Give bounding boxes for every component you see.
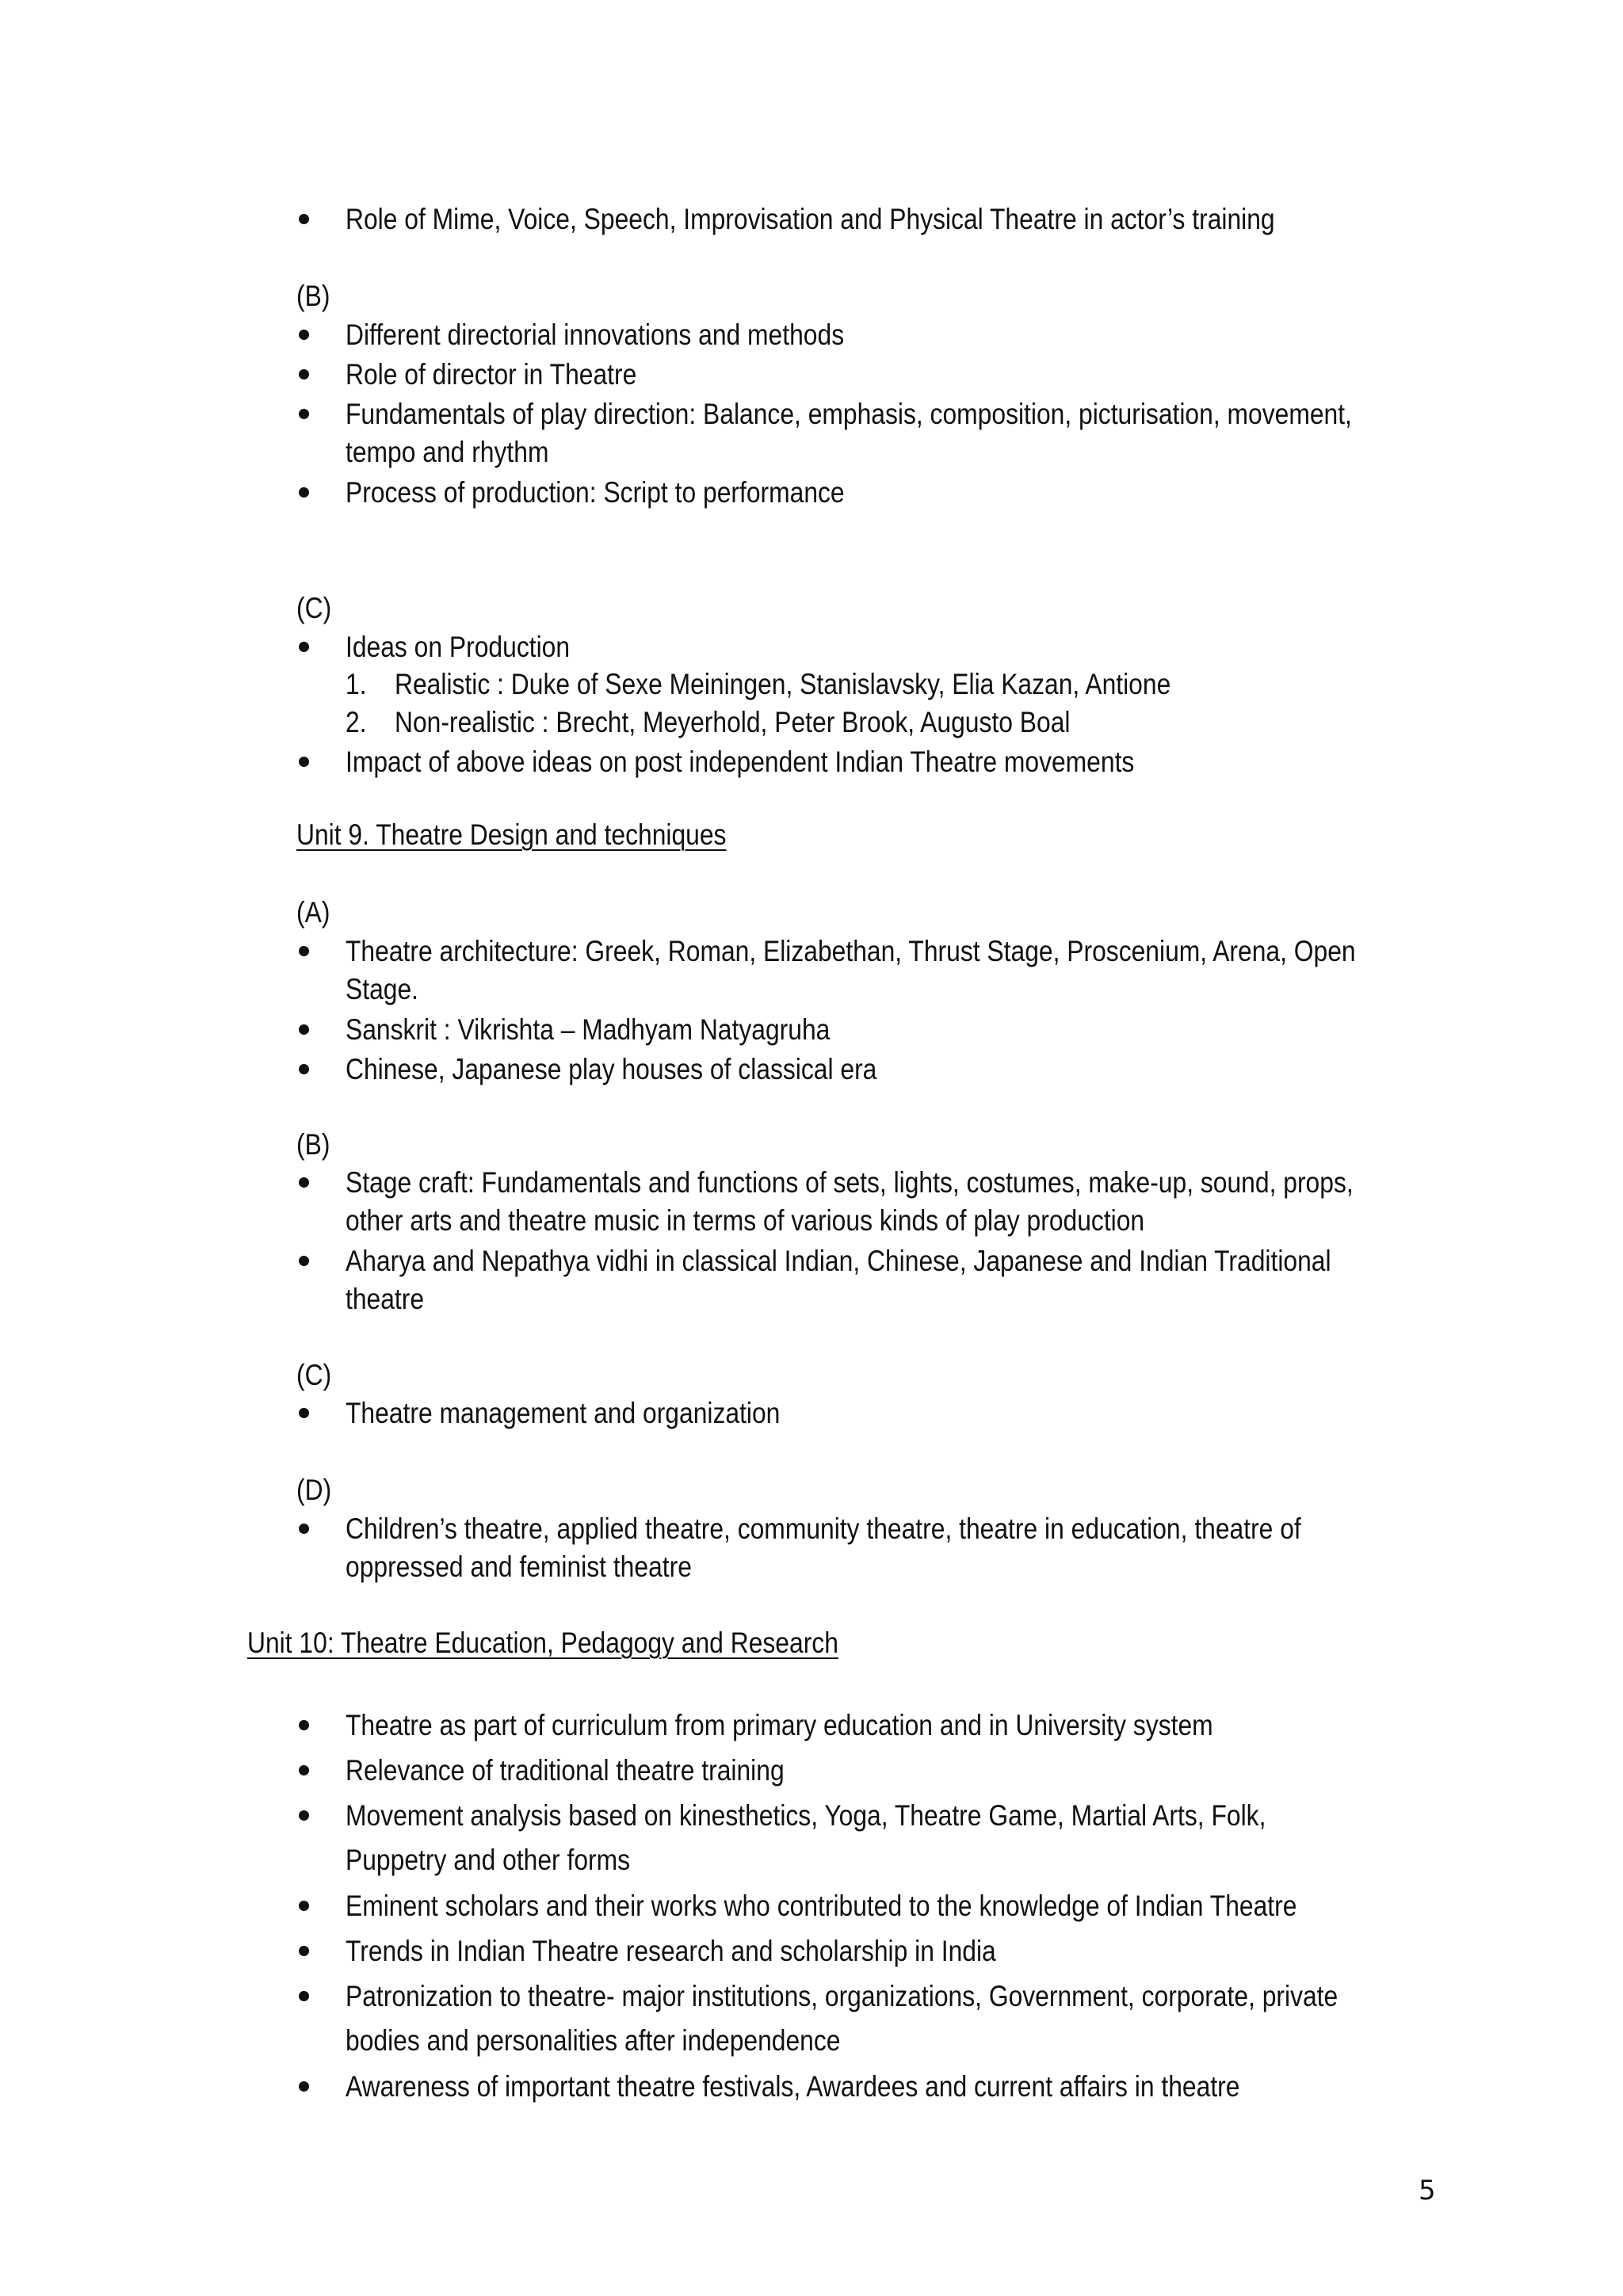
bullet	[299, 1946, 309, 1956]
section-label: (B)	[296, 280, 330, 312]
list-item: Eminent scholars and their works who contributed to the knowledge of Indian Theatre	[346, 1890, 1297, 1922]
sub-item-number: 1.	[346, 668, 367, 700]
bullet	[299, 487, 309, 498]
section-label: (C)	[296, 592, 332, 624]
bullet	[299, 369, 309, 379]
list-item: Aharya and Nepathya vidhi in classical Indian, Chinese, Japanese and Indian Traditional	[346, 1245, 1331, 1277]
list-item: Sanskrit : Vikrishta – Madhyam Natyagruha	[346, 1013, 831, 1046]
section-label: (C)	[296, 1359, 332, 1391]
list-item: Theatre management and organization	[346, 1397, 781, 1429]
unit-heading: Unit 10: Theatre Education, Pedagogy and Research	[247, 1627, 838, 1659]
bullet	[299, 214, 309, 224]
list-item: Role of Mime, Voice, Speech, Improvisation and Physical Theatre in actor’s training	[346, 203, 1275, 235]
list-item: Awareness of important theatre festivals, Awardees and current affairs in theatre	[346, 2070, 1240, 2103]
list-item: Relevance of traditional theatre training	[346, 1754, 785, 1787]
bullet	[299, 1810, 309, 1821]
bullet	[299, 1024, 309, 1035]
list-item-continuation: Puppetry and other forms	[346, 1844, 631, 1876]
list-item: Process of production: Script to performance	[346, 476, 845, 509]
bullet	[299, 1901, 309, 1911]
bullet	[299, 642, 309, 652]
list-item: Stage craft: Fundamentals and functions of sets, lights, costumes, make-up, sound, props,	[346, 1166, 1354, 1199]
list-item-continuation: bodies and personalities after independence	[346, 2024, 841, 2057]
list-item: Trends in Indian Theatre research and scholarship in India	[346, 1935, 996, 1967]
bullet	[299, 409, 309, 419]
list-item: Children’s theatre, applied theatre, community theatre, theatre in education, theatre of	[346, 1512, 1301, 1545]
bullet	[299, 1064, 309, 1074]
page-number: 5	[1419, 2175, 1436, 2206]
bullet	[299, 946, 309, 956]
bullet	[299, 330, 309, 340]
list-item-continuation: tempo and rhythm	[346, 436, 549, 468]
list-item: Chinese, Japanese play houses of classical era	[346, 1053, 877, 1085]
bullet	[299, 1256, 309, 1266]
bullet	[299, 1177, 309, 1188]
list-item: Movement analysis based on kinesthetics, Yoga, Theatre Game, Martial Arts, Folk,	[346, 1799, 1266, 1832]
bullet	[299, 2081, 309, 2092]
bullet	[299, 1408, 309, 1418]
list-item-continuation: theatre	[346, 1283, 425, 1315]
section-label: (A)	[296, 896, 330, 929]
bullet	[299, 1720, 309, 1730]
list-item: Fundamentals of play direction: Balance, emphasis, composition, picturisation, movement,	[346, 398, 1352, 430]
list-item: Ideas on Production	[346, 631, 571, 663]
list-item-continuation: other arts and theatre music in terms of various kinds of play production	[346, 1204, 1145, 1237]
sub-item: Non-realistic : Brecht, Meyerhold, Peter Brook, Augusto Boal	[395, 706, 1071, 738]
list-item: Patronization to theatre- major institutions, organizations, Government, corporate, private	[346, 1980, 1338, 2012]
bullet	[299, 1765, 309, 1775]
list-item: Theatre as part of curriculum from primary education and in University system	[346, 1709, 1213, 1741]
section-label: (D)	[296, 1474, 332, 1506]
list-item: Different directorial innovations and methods	[346, 318, 845, 351]
list-item: Theatre architecture: Greek, Roman, Elizabethan, Thrust Stage, Proscenium, Arena, Open	[346, 935, 1356, 967]
sub-item: Realistic : Duke of Sexe Meiningen, Stanislavsky, Elia Kazan, Antione	[395, 668, 1171, 700]
unit-heading: Unit 9. Theatre Design and techniques	[296, 818, 727, 851]
list-item-continuation: oppressed and feminist theatre	[346, 1550, 692, 1583]
list-item: Role of director in Theatre	[346, 358, 637, 391]
bullet	[299, 1524, 309, 1534]
bullet	[299, 757, 309, 767]
sub-item-number: 2.	[346, 706, 367, 738]
section-label: (B)	[296, 1128, 330, 1161]
list-item-continuation: Stage.	[346, 973, 419, 1005]
list-item: Impact of above ideas on post independent Indian Theatre movements	[346, 746, 1135, 778]
bullet	[299, 1991, 309, 2001]
